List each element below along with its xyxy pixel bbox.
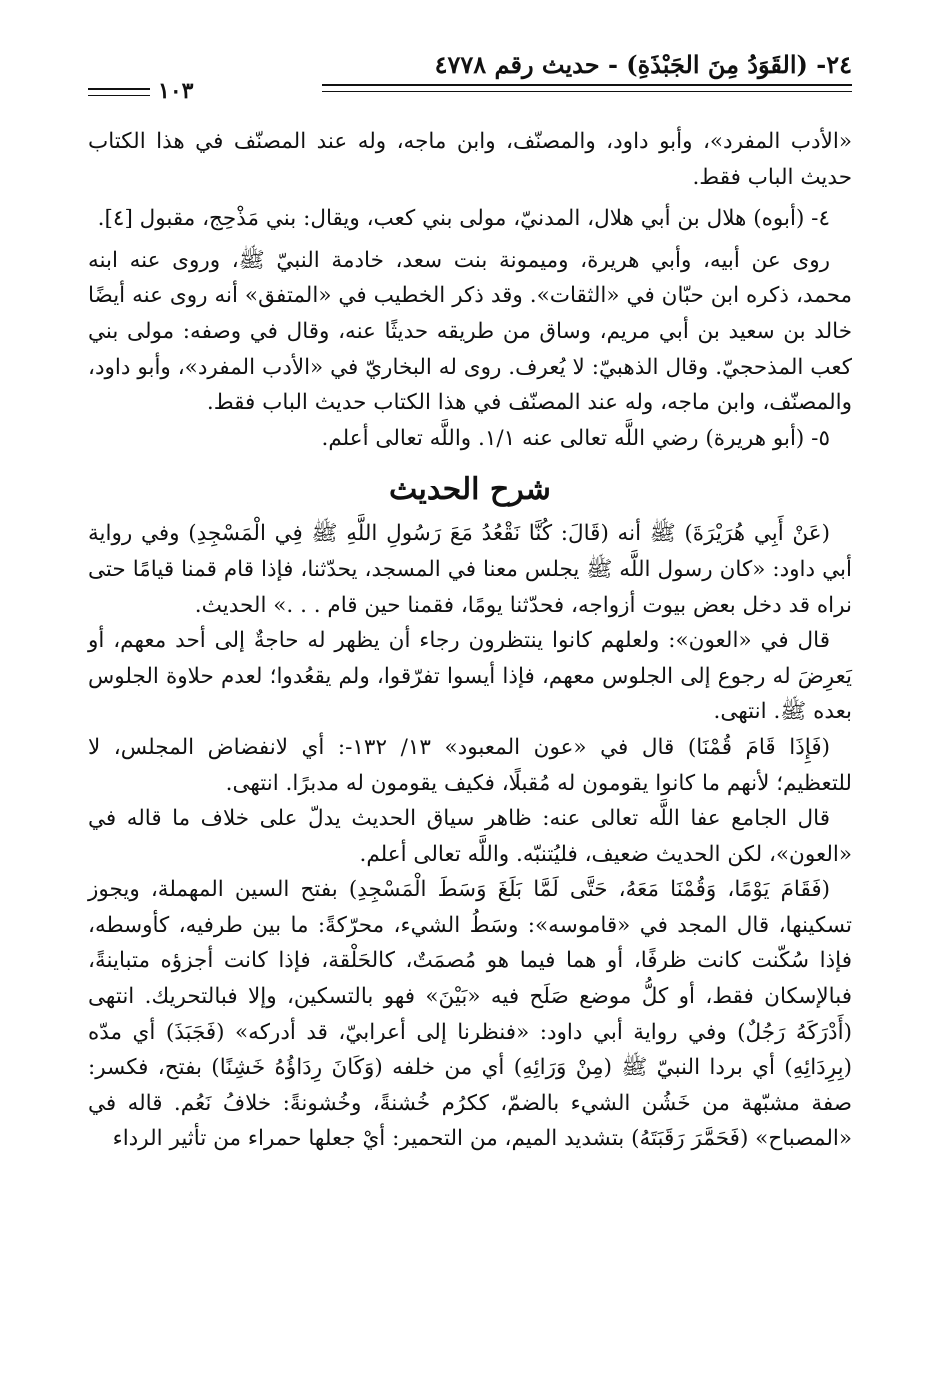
page-header [88, 50, 852, 104]
sharh-paragraph: (عَنْ أَبِي هُرَيْرَةَ) ﷺ أنه (قَالَ: كُنَّا نَقْعُدُ مَعَ رَسُولِ اللَّهِ ﷺ فِي الْمَسْجِدِ) وفي رواية أبي داود: «كان رسول اللَّه ﷺ يجلس معنا في المسجد، يحدّثنا، فإذا قام قمنا قيامًا حتى نراه قد دخل بعض بيوت أزواجه، فحدّثنا يومًا، فقمنا حين قام . . .» الحديث. [88, 521, 852, 618]
paragraph: ٤- (أبوه) هلال بن أبي هلال، المدنيّ، مولى بني كعب، ويقال: بني مَذْحِج، مقبول [٤]. [97, 206, 830, 232]
header-rule [322, 84, 852, 92]
section-heading: شرح الحديث [389, 472, 551, 508]
paragraph: ٥- (أبو هريرة) رضي اللَّه تعالى عنه ١/١. واللَّه تعالى أعلم. [321, 425, 830, 451]
paragraph: «الأدب المفرد»، وأبو داود، والمصنّف، وابن ماجه، وله عند المصنّف في هذا الكتاب حديث الباب فقط. [88, 129, 852, 190]
sharh-paragraph: قال الجامع عفا اللَّه تعالى عنه: ظاهر سياق الحديث يدلّ على خلاف ما قاله في «العون»، لكن الحديث ضعيف، فليُتنبّه. واللَّه تعالى أعلم. [88, 806, 852, 867]
page-number-rule [88, 88, 150, 96]
sharh-paragraph: (فَإِذَا قَامَ قُمْنَا) قال في «عون المعبود» ١٣/ ١٣٢-: أي لانفضاض المجلس، لا للتعظيم؛ لأنهم ما كانوا يقومون له مُقبلًا، فكيف يقومون له مدبرًا. انتهى. [88, 734, 852, 796]
paragraph: روى عن أبيه، وأبي هريرة، وميمونة بنت سعد، خادمة النبيّ ﷺ، وروى عنه ابنه محمد، ذكره ابن حبّان في «الثقات». وقد ذكر الخطيب في «المتفق» أنه روى عنه أيضًا خالد بن سعيد بن أبي مريم، وساق من طريقه حديثًا عنه، وقال في وصفه: مولى بني كعب المذحجيّ. وقال الذهبيّ: لا يُعرف. روى له البخاريّ في «الأدب المفرد»، وأبو داود، والمصنّف، وابن ماجه، وله عند المصنّف في هذا الكتاب حديث الباب فقط. [88, 247, 852, 416]
page-body [88, 124, 852, 1157]
page-number: ١٠٣ [158, 78, 194, 104]
sharh-paragraph: (فَقَامَ يَوْمًا، وَقُمْنَا مَعَهُ، حَتَّى لَمَّا بَلَغَ وَسَطَ الْمَسْجِدِ) بفتح السين المهملة، ويجوز تسكينها، قال المجد في «قاموسه»: وسَطُ الشيء، محرّكةً: ما بين طرفيه، كأوسطه، فإذا سُكّنت كانت ظرفًا، أو هما فيما هو مُصمَتٌ، كالحَلْقة، فإذا كانت أجزؤه متباينةً، فبالإسكان فقط، أو كلُّ موضع صَلَح فيه «بَيْنَ» فهو بالتسكين، وإلا فبالتحريك. انتهى (أَدْرَكَهُ رَجُلٌ) وفي رواية أبي داود: «فنظرنا إلى أعرابيّ، قد أدركه» (فَجَبَذَ) أي مدّه (بِرِدَائِهِ) أي بردا النبيّ ﷺ (مِنْ وَرَائِهِ) أي من خلفه (وَكَانَ رِدَاؤُهُ خَشِنًا) بفتح، فكسر: صفة مشبّهة من خَشُن الشيء بالضمّ، ككرُم خُشنةً، وخُشونةً: خلافُ نَعُم. قاله في «المصباح» (فَحَمَّرَ رَقَبَتَهُ) بتشديد الميم، من التحمير: أيْ جعلها حمراء من تأثير الرداء [88, 877, 852, 1152]
running-title: ٢٤- (القَوَدُ مِنَ الجَبْذَةِ) - حديث رقم ٤٧٧٨ [434, 50, 852, 79]
sharh-paragraph: قال في «العون»: ولعلهم كانوا ينتظرون رجاء أن يظهر له حاجةٌ إلى أحد معهم، أو يَعرِضَ له رجوع إلى الجلوس معهم، فإذا أيسوا تفرّقوا، ولم يقعُدوا؛ لعدم حلاوة الجلوس بعده ﷺ. انتهى. [88, 628, 852, 725]
